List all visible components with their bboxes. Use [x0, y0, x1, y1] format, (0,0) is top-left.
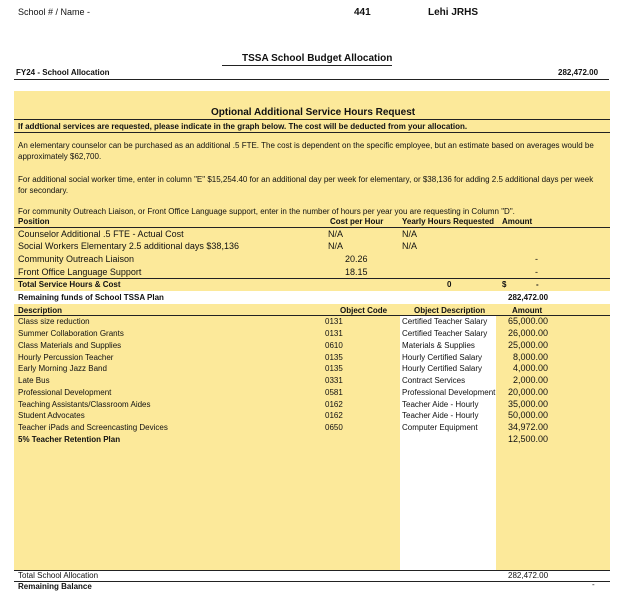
- request-rows-line: [14, 278, 610, 279]
- col-amount: Amount: [502, 217, 533, 226]
- request-row-position: Social Workers Elementary 2.5 additional days $38,136: [18, 241, 239, 251]
- remaining-balance-amount: -: [592, 580, 595, 589]
- budget-row-code: 0135: [325, 353, 343, 362]
- budget-row-code: 0610: [325, 341, 343, 350]
- budget-row-description: Class Materials and Supplies: [18, 341, 122, 350]
- budget-row-code: 0331: [325, 376, 343, 385]
- budget-row-description: Professional Development: [18, 388, 112, 397]
- counselor-note: An elementary counselor can be purchased as an additional .5 FTE. The cost is dependent on the specific employee, but an estimate based on averages would be approximately $62,700.: [18, 141, 594, 161]
- budget-row-object: Contract Services: [402, 376, 466, 385]
- budget-row-code: 0162: [325, 411, 343, 420]
- title-underline: [222, 65, 392, 66]
- request-row-cost: N/A: [328, 229, 344, 239]
- budget-row-description: 5% Teacher Retention Plan: [18, 435, 121, 444]
- request-row-cost: 20.26: [345, 254, 368, 264]
- school-name: Lehi JRHS: [428, 7, 479, 18]
- remaining-funds-amount: 282,472.00: [508, 293, 549, 302]
- total-service-hours: 0: [447, 280, 452, 289]
- request-row-cost: 18.15: [345, 267, 368, 277]
- budget-row-object: Hourly Certified Salary: [402, 364, 483, 373]
- col-description: Description: [18, 306, 63, 315]
- budget-row-amount: 25,000.00: [507, 340, 548, 350]
- footer-line-2: [14, 581, 610, 582]
- allocation-divider: [14, 79, 609, 80]
- remaining-balance-label: Remaining Balance: [18, 582, 92, 591]
- page-title: TSSA School Budget Allocation: [242, 53, 393, 64]
- col-budget-amount: Amount: [512, 306, 543, 315]
- social-worker-note: For additional social worker time, enter in column "E" $15,254.40 for an additional day per week for elementary, or $38,136 for adding 2.5 additional days per week for secondary.: [18, 175, 594, 195]
- request-row-position: Community Outreach Liaison: [18, 254, 135, 264]
- request-row-position: Front Office Language Support: [18, 267, 142, 277]
- budget-row-object: Certified Teacher Salary: [402, 317, 488, 326]
- request-title-line: [14, 119, 610, 120]
- budget-row-description: Summer Collaboration Grants: [18, 329, 124, 338]
- budget-row-object: Professional Development: [402, 388, 496, 397]
- budget-row-code: 0650: [325, 423, 343, 432]
- request-row-hours[interactable]: N/A: [402, 229, 418, 239]
- budget-row-object: Hourly Certified Salary: [402, 353, 483, 362]
- total-service-label: Total Service Hours & Cost: [18, 280, 121, 289]
- request-row-position: Counselor Additional .5 FTE - Actual Cost: [18, 229, 184, 239]
- budget-row-description: Early Morning Jazz Band: [18, 364, 107, 373]
- budget-row-amount: 65,000.00: [507, 316, 548, 326]
- total-service-amount: -: [536, 280, 539, 289]
- budget-row-code: 0135: [325, 364, 343, 373]
- budget-row-object: Computer Equipment: [402, 423, 478, 432]
- budget-row-code: 0131: [325, 317, 343, 326]
- budget-row-amount: 4,000.00: [512, 363, 548, 373]
- total-allocation-amount: 282,472.00: [508, 571, 549, 580]
- request-header-line: [14, 227, 610, 228]
- total-allocation-label: Total School Allocation: [18, 571, 99, 580]
- col-position: Position: [18, 217, 50, 226]
- allocation-label: FY24 - School Allocation: [16, 68, 110, 77]
- budget-row-amount: 26,000.00: [507, 328, 548, 338]
- budget-row-amount: 34,972.00: [507, 422, 548, 432]
- total-service-currency: $: [502, 280, 507, 289]
- request-row-cost: N/A: [328, 241, 344, 251]
- budget-row-amount: 2,000.00: [512, 375, 548, 385]
- liaison-note: For community Outreach Liaison, or Front Office Language support, enter in the number of hours per year you are requesting in Column "D".: [18, 207, 515, 216]
- request-row-hours[interactable]: N/A: [402, 241, 418, 251]
- budget-row-object: Teacher Aide - Hourly: [402, 411, 479, 420]
- budget-row-amount: 8,000.00: [512, 352, 548, 362]
- budget-row-amount: 20,000.00: [507, 387, 548, 397]
- col-object-code: Object Code: [340, 306, 388, 315]
- budget-row-code: 0162: [325, 400, 343, 409]
- col-yearly-hours: Yearly Hours Requested: [402, 217, 495, 226]
- budget-row-code: 0131: [325, 329, 343, 338]
- school-label: School # / Name -: [18, 7, 91, 17]
- col-object-description: Object Description: [414, 306, 486, 315]
- budget-row-description: Class size reduction: [18, 317, 90, 326]
- school-number: 441: [354, 7, 371, 18]
- budget-row-object: Teacher Aide - Hourly: [402, 400, 479, 409]
- request-instruction: If addtional services are requested, please indicate in the graph below. The cost will be deducted from your allocation.: [18, 122, 468, 131]
- budget-row-object: Certified Teacher Salary: [402, 329, 488, 338]
- remaining-funds-label: Remaining funds of School TSSA Plan: [18, 293, 164, 302]
- budget-row-description: Teaching Assistants/Classroom Aides: [18, 400, 151, 409]
- budget-row-amount: 35,000.00: [507, 399, 548, 409]
- budget-row-amount: 50,000.00: [507, 410, 548, 420]
- budget-row-description: Late Bus: [18, 376, 50, 385]
- budget-row-description: Hourly Percussion Teacher: [18, 353, 114, 362]
- request-title: Optional Additional Service Hours Request: [211, 107, 416, 118]
- budget-row-description: Student Advocates: [18, 411, 85, 420]
- request-row-amount: -: [535, 254, 538, 264]
- col-cost-per-hour: Cost per Hour: [330, 217, 384, 226]
- instruction-line: [14, 132, 610, 133]
- budget-row-amount: 12,500.00: [507, 434, 548, 444]
- budget-row-object: Materials & Supplies: [402, 341, 475, 350]
- budget-row-code: 0581: [325, 388, 343, 397]
- budget-row-description: Teacher iPads and Screencasting Devices: [18, 423, 168, 432]
- request-row-amount: -: [535, 267, 538, 277]
- allocation-amount: 282,472.00: [558, 68, 599, 77]
